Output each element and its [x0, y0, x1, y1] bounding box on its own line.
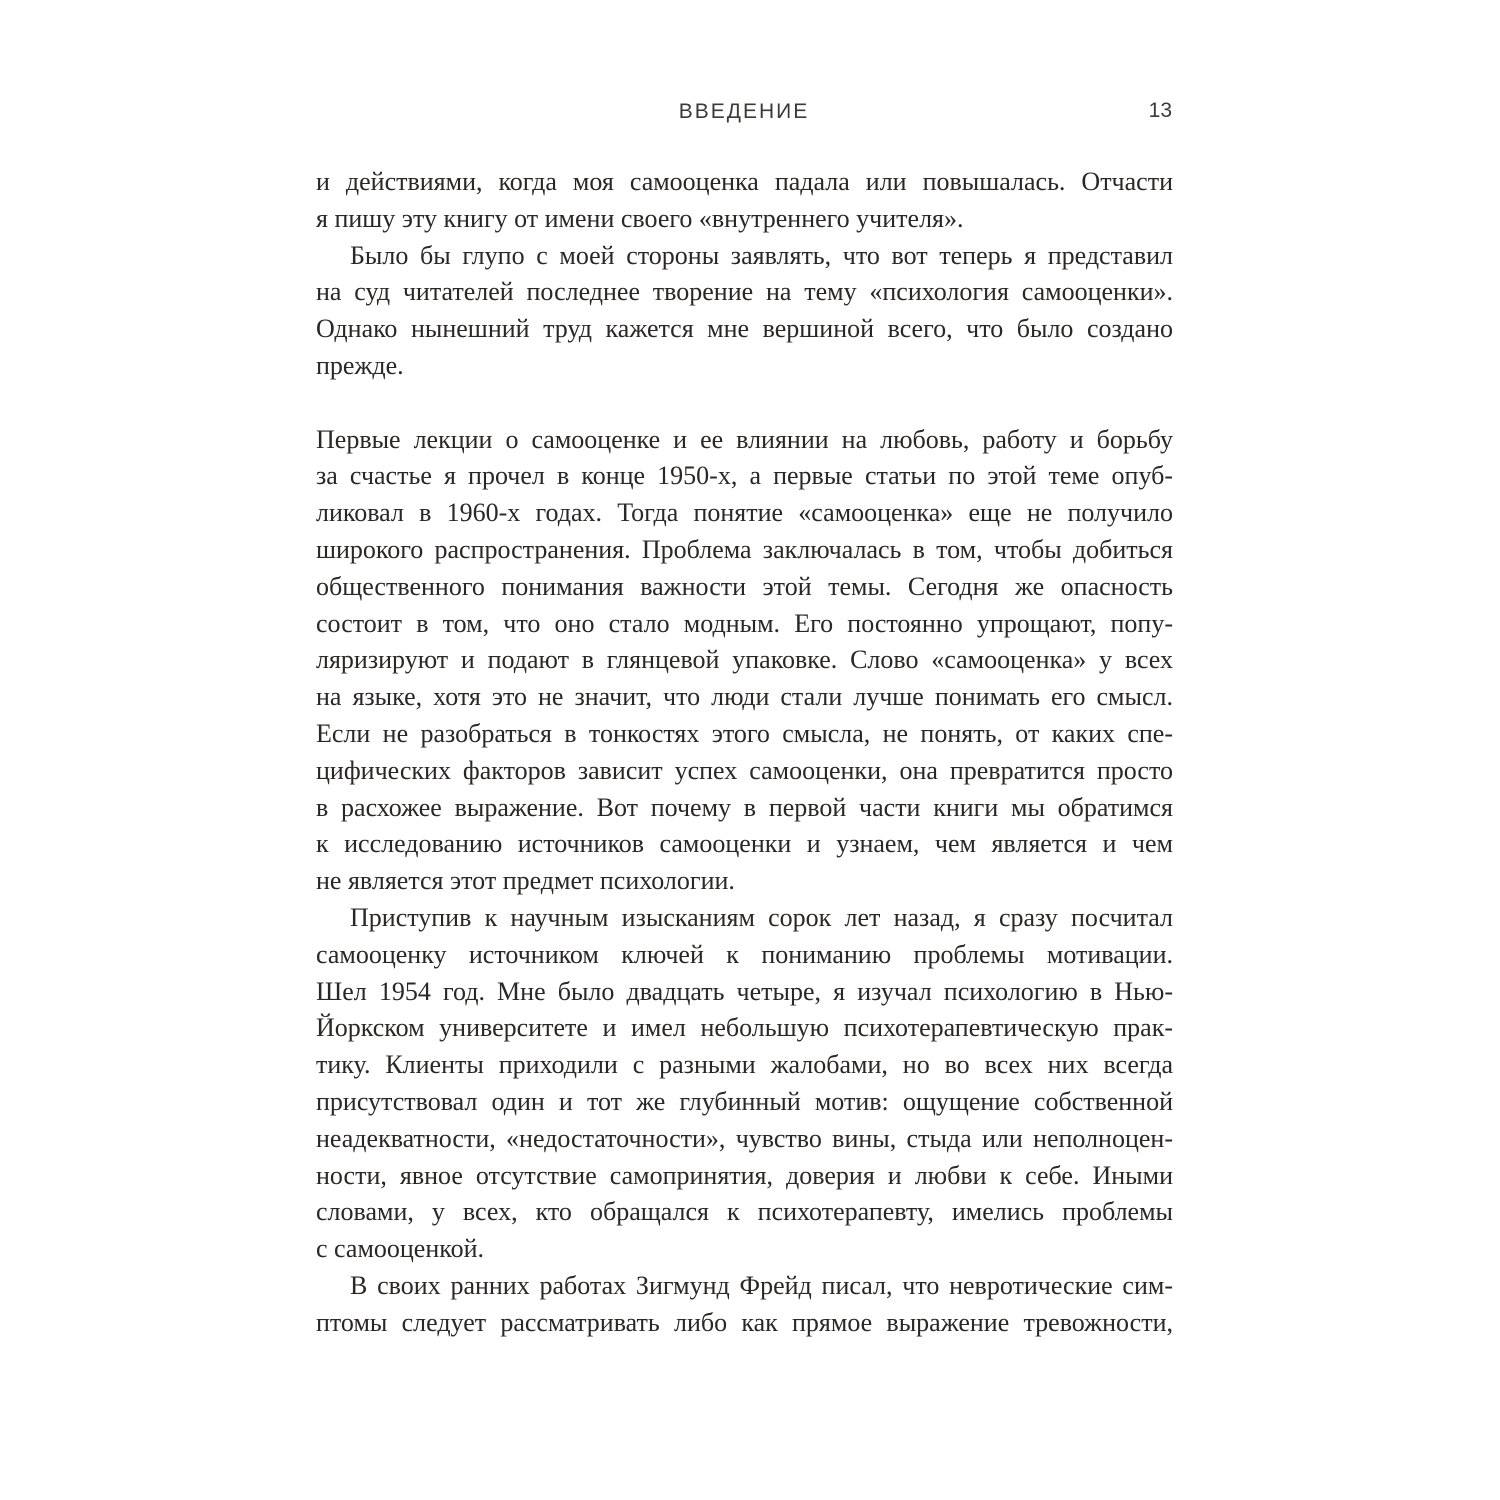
text-line: не является этот предмет психологии. — [316, 866, 735, 896]
text-line: Первые лекции о самооценке и ее влиянии на любовь, работу и борьбу — [316, 424, 1173, 454]
text-line: словами, у всех, кто обращался к психотерапевту, имелись проблемы — [316, 1197, 1173, 1227]
text-line: присутствовал один и тот же глубинный мотив: ощущение собственной — [316, 1086, 1173, 1116]
text-line: Если не разобраться в тонкостях этого смысла, не понять, от каких спе- — [316, 718, 1173, 748]
text-line: я пишу эту книгу от имени своего «внутреннего учителя». — [316, 203, 964, 233]
text-line: Шел 1954 год. Мне было двадцать четыре, я изучал психологию в Нью- — [316, 976, 1173, 1006]
text-line: прежде. — [316, 350, 404, 380]
text-line: птомы следует рассматривать либо как прямое выражение тревожности, — [316, 1307, 1173, 1337]
text-line: Йоркском университете и имел небольшую психотерапевтическую прак- — [316, 1013, 1173, 1043]
text-line: ляризируют и подают в глянцевой упаковке. Слово «самооценка» у всех — [316, 645, 1173, 675]
running-head-title: ВВЕДЕНИЕ — [678, 100, 810, 123]
text-line: общественного понимания важности этой темы. Сегодня же опасность — [316, 571, 1173, 601]
text-line: тику. Клиенты приходили с разными жалобами, но во всех них всегда — [316, 1050, 1173, 1080]
text-line: и действиями, когда моя самооценка падала или повышалась. Отчасти — [316, 167, 1173, 196]
page-number: 13 — [1148, 99, 1172, 122]
text-line: на суд читателей последнее творение на тему «психология самооценки». — [316, 277, 1173, 307]
text-line: неадекватности, «недостаточности», чувство вины, стыда или неполноцен- — [316, 1123, 1173, 1153]
text-line: ности, явное отсутствие самопринятия, доверия и любви к себе. Иными — [316, 1160, 1173, 1190]
text-line: с самооценкой. — [316, 1234, 484, 1264]
section-break — [316, 385, 1173, 422]
text-line: самооценку источником ключей к пониманию проблемы мотивации. — [316, 939, 1173, 969]
text-line: состоит в том, что оно стало модным. Его постоянно упрощают, попу- — [316, 608, 1173, 638]
text-line: широкого распространения. Проблема заключалась в том, чтобы добиться — [316, 534, 1173, 564]
text-line: цифических факторов зависит успех самооценки, она превратится просто — [316, 755, 1173, 785]
text-line: за счастье я прочел в конце 1950-х, а первые статьи по этой теме опуб- — [316, 461, 1173, 491]
text-line: Однако нынешний труд кажется мне вершиной всего, что было создано — [316, 314, 1173, 344]
text-line: на языке, хотя это не значит, что люди стали лучше понимать его смысл. — [316, 682, 1173, 712]
text-line: В своих ранних работах Зигмунд Фрейд писал, что невротические сим- — [350, 1270, 1173, 1300]
text-line: ликовал в 1960-х годах. Тогда понятие «самооценка» еще не получило — [316, 498, 1173, 528]
text-line: Было бы глупо с моей стороны заявлять, что вот теперь я представил — [350, 240, 1173, 270]
text-line: к исследованию источников самооценки и узнаем, чем является и чем — [316, 829, 1173, 859]
text-line: Приступив к научным изысканиям сорок лет назад, я сразу посчитал — [350, 902, 1173, 932]
body-text — [316, 164, 1173, 1342]
text-line: в расхожее выражение. Вот почему в первой части книги мы обратимся — [316, 792, 1173, 822]
